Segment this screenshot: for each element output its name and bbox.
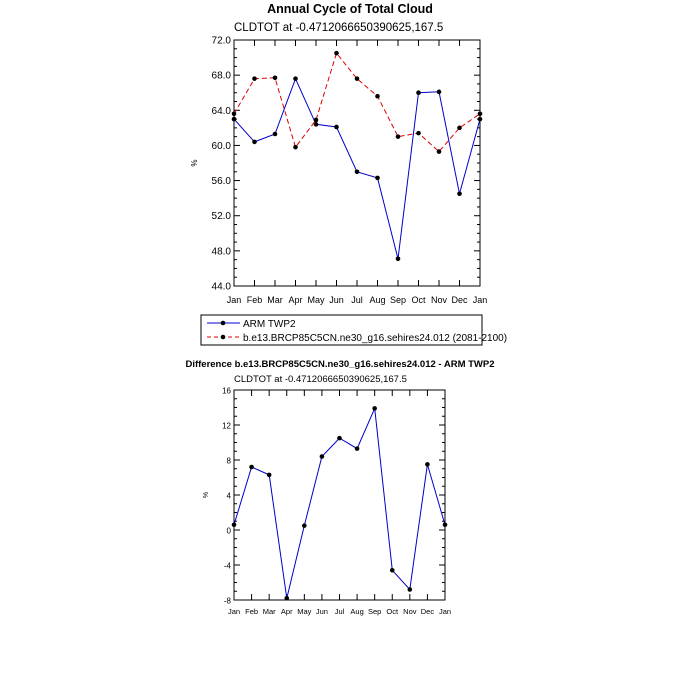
chart2-xtick-label: Jan (227, 607, 241, 616)
chart1-series-0-point (252, 140, 257, 145)
chart1-xtick-label: May (307, 295, 325, 305)
chart1-ytick-label: 60.0 (211, 140, 231, 152)
legend-label-model: b.e13.BRCP85C5CN.ne30_g16.sehires24.012 (2081-2100) (243, 333, 508, 344)
chart1-series-0-point (437, 90, 442, 95)
chart1-xtick-label: Apr (288, 295, 303, 305)
chart1-series-0-point (416, 90, 421, 95)
chart2-ytick-label: 12 (222, 421, 231, 431)
chart2-series-0-point (355, 446, 360, 451)
chart1-ytick-label: 48.0 (211, 246, 231, 258)
chart1-series-1-point (273, 75, 278, 80)
chart2-series-0-point (372, 406, 377, 411)
chart1-ytick-label: 64.0 (211, 105, 231, 117)
chart2-ytick-label: -8 (223, 596, 231, 606)
chart1-series-1-point (293, 145, 298, 150)
chart2-xtick-label: Nov (403, 607, 417, 616)
chart1-xtick-label: Jan (472, 295, 488, 305)
chart2-xtick-label: Aug (350, 607, 364, 616)
chart2-xtick-label: Oct (386, 607, 399, 616)
chart2-series-0-point (302, 523, 307, 528)
chart1-series-1-point (314, 118, 319, 123)
chart2-series-0-point (337, 436, 342, 441)
chart2-series-0-point (232, 522, 237, 527)
chart1-series-1-point (375, 94, 380, 99)
chart2-xtick-label: Jul (334, 607, 345, 616)
chart1-xtick-label: Nov (430, 295, 448, 305)
chart1-series-0-point (334, 125, 339, 130)
chart2-ytick-label: 16 (222, 386, 231, 396)
chart1-xtick-label: Oct (411, 295, 426, 305)
chart1-series-0-point (478, 117, 483, 122)
chart2-series-0-point (267, 473, 272, 478)
chart2-series (232, 406, 448, 600)
chart2-axes (222, 387, 451, 617)
chart2-ytick-label: 4 (226, 491, 231, 501)
chart2-xtick-label: May (297, 607, 312, 616)
chart2-series-0-point (408, 587, 413, 592)
chart1-series-0-point (232, 117, 237, 122)
chart2-xtick-label: Mar (262, 607, 276, 616)
chart1-series-1-point (252, 76, 257, 81)
chart1-series-1-point (396, 134, 401, 139)
chart1-ytick-label: 52.0 (211, 211, 231, 223)
chart2-frame (234, 390, 445, 600)
chart2-series-0-point (390, 568, 395, 573)
chart1-series (232, 51, 483, 261)
chart1-xtick-label: Mar (267, 295, 283, 305)
chart2-series-0-point (443, 522, 448, 527)
chart2-xtick-label: Dec (420, 607, 435, 616)
chart2-xtick-label: Sep (367, 607, 382, 616)
chart1-ylabel: % (190, 159, 199, 167)
chart1-ytick-label: 72.0 (211, 35, 231, 47)
chart1-series-1-point (232, 112, 237, 117)
chart1-xtick-label: Feb (246, 295, 263, 305)
chart1-series-0-point (273, 132, 278, 137)
chart1-xtick-label: Sep (389, 295, 407, 305)
chart2-xtick-label: Jun (315, 607, 328, 616)
chart1-series-0-point (293, 76, 298, 81)
chart1-xtick-label: Jan (226, 295, 242, 305)
chart2-xtick-label: Apr (280, 607, 293, 616)
chart1-series-0-line (234, 79, 480, 259)
chart1-axes (212, 36, 488, 306)
legend-marker-model (221, 335, 226, 340)
chart2-series-0-point (249, 465, 254, 470)
chart2-xtick-label: Feb (245, 607, 259, 616)
chart1-series-1-point (478, 112, 483, 117)
chart2-title: Difference b.e13.BRCP85C5CN.ne30_g16.sehires24.012 - ARM TWP2 (185, 359, 495, 370)
chart1-series-1-point (334, 51, 339, 56)
chart1-subtitle: CLDTOT at -0.4712066650390625,167.5 (234, 22, 444, 34)
chart2-xtick-label: Jan (438, 607, 452, 616)
chart1-series-0-point (355, 169, 360, 174)
chart2-ytick-label: 8 (226, 456, 231, 466)
chart1-ytick-label: 68.0 (211, 70, 231, 82)
chart1-series-1-point (457, 126, 462, 131)
legend-marker-arm (221, 321, 226, 326)
chart1-series-1-point (355, 76, 360, 81)
chart2-series-0-point (284, 596, 289, 601)
chart1-series-0-point (396, 256, 401, 261)
chart1-series-0-point (375, 176, 380, 181)
chart1-xtick-label: Aug (369, 295, 386, 305)
chart2-ytick-label: -4 (223, 561, 231, 571)
chart2-ytick-label: 0 (226, 526, 231, 536)
chart1-ytick-label: 44.0 (211, 281, 231, 293)
chart1-title: Annual Cycle of Total Cloud (267, 2, 433, 16)
legend-label-arm: ARM TWP2 (243, 319, 296, 330)
chart1-series-1-point (416, 131, 421, 136)
chart1-ytick-label: 56.0 (211, 176, 231, 188)
chart2-series-0-point (425, 462, 430, 467)
chart1-xtick-label: Dec (451, 295, 468, 305)
chart1-series-1-point (437, 149, 442, 154)
chart2-ylabel: % (203, 491, 210, 499)
chart1-xtick-label: Jul (351, 295, 363, 305)
chart1-xtick-label: Jun (329, 295, 344, 305)
chart2-subtitle: CLDTOT at -0.4712066650390625,167.5 (234, 374, 407, 385)
chart1-series-1-line (234, 53, 480, 151)
chart1-series-0-point (457, 191, 462, 196)
chart2-series-0-point (320, 454, 325, 459)
